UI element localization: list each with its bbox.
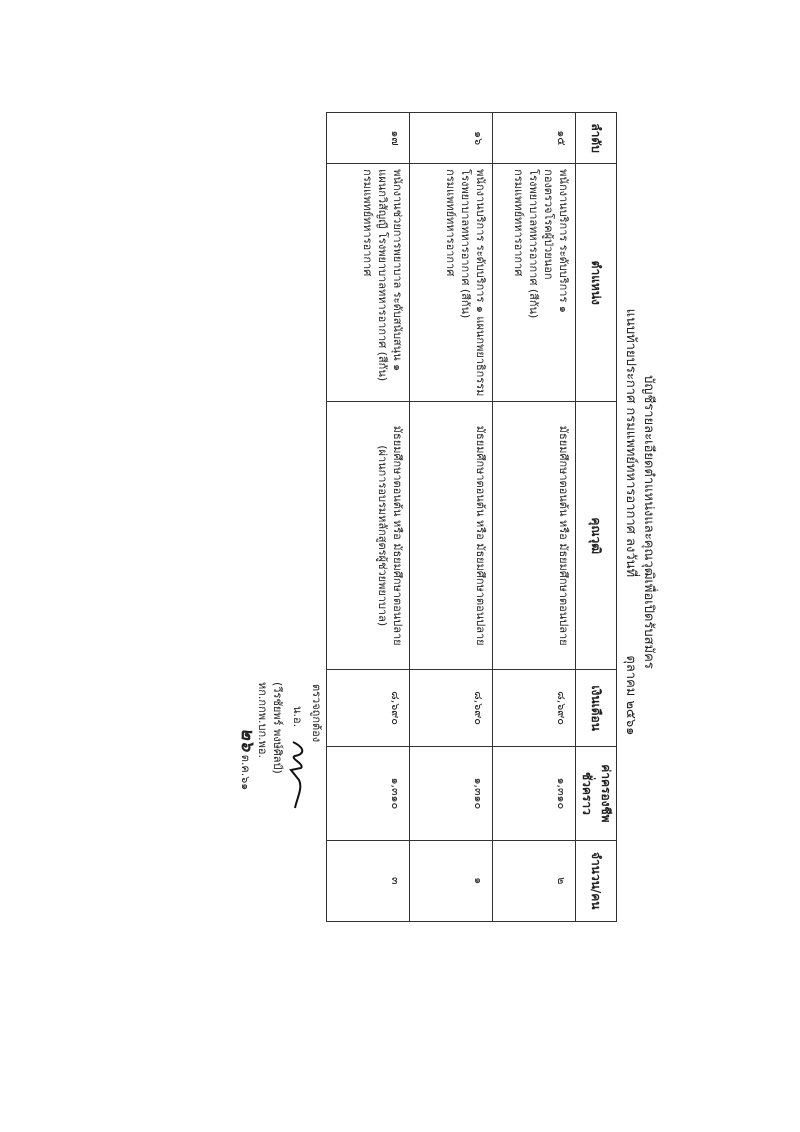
header-num: ลำดับ xyxy=(576,113,617,164)
signature-block xyxy=(238,682,324,882)
cell-salary: ๘,๖๙๐ xyxy=(410,669,493,746)
rotated-page xyxy=(22,92,662,952)
positions-table xyxy=(326,112,617,922)
subtitle-prefix: แนบท้ายประกาศ กรมแพทย์ทหารอากาศ ลงวันที่ xyxy=(623,308,638,578)
cell-count: ๒ xyxy=(493,840,576,921)
table-row xyxy=(493,113,576,922)
position-line: โรงพยาบาลทหารอากาศ (สีกัน) xyxy=(527,169,540,319)
cell-count: ๑ xyxy=(410,840,493,921)
header-qualification: คุณวุฒิ xyxy=(576,402,617,670)
cell-position xyxy=(327,164,410,402)
cell-cost-of-living: ๑,๓๑๐ xyxy=(410,747,493,840)
header-position: ตำแหน่ง xyxy=(576,164,617,402)
signature-name: (วีรชัยพร์ พงษ์ศิลป์) xyxy=(271,682,284,774)
position-line: กรมแพทย์ทหารอากาศ xyxy=(444,169,457,277)
qualification-line: มัธยมศึกษาตอนต้น หรือ มัธยมศึกษาตอนปลาย xyxy=(474,425,487,646)
cell-position xyxy=(493,164,576,402)
qualification-line: มัธยมศึกษาตอนต้น หรือ มัธยมศึกษาตอนปลาย xyxy=(557,425,570,646)
cell-qualification xyxy=(410,402,493,670)
position-line: พนักงานบริการ ระดับบริการ ๑ xyxy=(557,169,570,313)
handwritten-signature xyxy=(285,740,309,810)
signature-position: หก.กกพ.บก.พอ. xyxy=(256,682,269,758)
table-row xyxy=(410,113,493,922)
cell-count: ๓ xyxy=(327,840,410,921)
signature-line xyxy=(285,682,309,882)
position-line: แผนกวิสัญญี โรงพยาบาลทหารอากาศ (สีกัน) xyxy=(376,169,389,382)
signature-month: ต.ค.๖๑ xyxy=(239,754,252,791)
signature-date xyxy=(237,682,258,882)
cell-qualification xyxy=(493,402,576,670)
cell-num: ๑๕ xyxy=(493,113,576,164)
cell-position xyxy=(410,164,493,402)
cell-cost-of-living: ๑,๓๑๐ xyxy=(493,747,576,840)
position-line: พนักงานบริการ ระดับบริการ ๑ แผนกพยาธิกรรม xyxy=(474,169,487,397)
header-cost-of-living: ค่าครองชีพชั่วคราว xyxy=(576,747,617,840)
cell-salary: ๘,๖๙๐ xyxy=(327,669,410,746)
document-title: บัญชีรายละเอียดตำแหน่งและคุณวุฒิเพื่อเปิดรับสมัคร xyxy=(641,375,656,669)
header-count: จำนวน/คน xyxy=(576,840,617,921)
cell-salary: ๘,๖๙๐ xyxy=(493,669,576,746)
position-line: พนักงานช่วยการพยาบาล ระดับสนับสนุน ๑ xyxy=(391,169,404,372)
table-header-row xyxy=(576,113,617,922)
cell-cost-of-living: ๑,๓๑๐ xyxy=(327,747,410,840)
verified-label: ตรวจถูกต้อง xyxy=(310,684,323,743)
position-line: โรงพยาบาลทหารอากาศ (สีกัน) xyxy=(459,169,472,319)
position-line: กรมแพทย์ทหารอากาศ xyxy=(361,169,374,277)
signature-rank: น.อ. xyxy=(291,706,304,728)
position-line: กองตรวจโรคผู้ป่วยนอก xyxy=(542,169,555,280)
header-salary: เงินเดือน xyxy=(576,669,617,746)
table-row xyxy=(327,113,410,922)
position-line: กรมแพทย์ทหารอากาศ xyxy=(512,169,525,277)
qualification-line: (ผ่านการอบรมหลักสูตรผู้ช่วยพยาบาล) xyxy=(376,445,389,627)
cell-num: ๑๗ xyxy=(327,113,410,164)
signature-day: ๒๖ xyxy=(237,728,258,752)
cell-num: ๑๖ xyxy=(410,113,493,164)
qualification-line: มัธยมศึกษาตอนต้น หรือ มัธยมศึกษาตอนปลาย xyxy=(391,425,404,646)
subtitle-date: ตุลาคม ๒๕๖๑ xyxy=(623,655,638,736)
cell-qualification xyxy=(327,402,410,670)
document-subtitle xyxy=(621,92,642,952)
